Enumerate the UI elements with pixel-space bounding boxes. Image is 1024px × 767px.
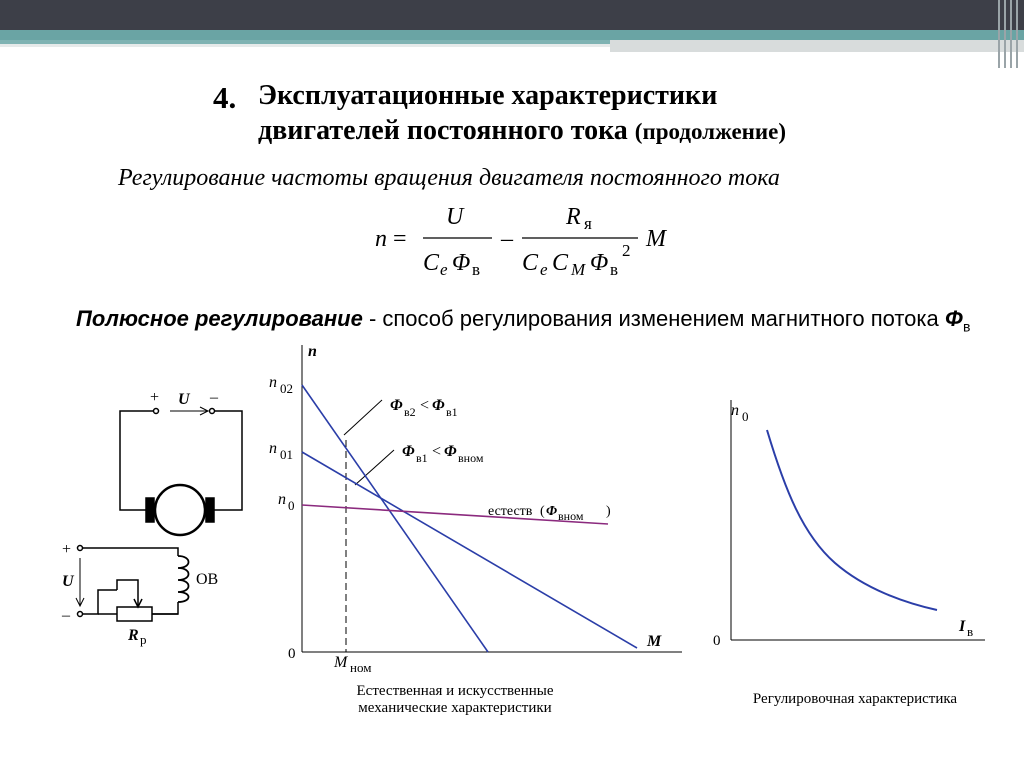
- formula-tail: M: [646, 226, 666, 252]
- formula-den2-sub2: M: [571, 260, 586, 279]
- formula-lhs: n: [375, 226, 387, 252]
- chart1-natural-paren-close: ): [606, 504, 611, 519]
- formula-num2: R: [566, 204, 581, 230]
- circuit-rp-label: R: [128, 627, 139, 644]
- accent-bar: [0, 30, 1024, 40]
- formula-den1-sub: e: [440, 260, 448, 279]
- mechanical-characteristics-chart: [262, 340, 692, 680]
- chart1-label-b-phi: Φ: [402, 443, 415, 460]
- formula-den2-c2: C: [552, 250, 569, 276]
- decorative-stripes: [994, 0, 1024, 68]
- chart1-mnom: M: [334, 654, 348, 671]
- chart1-n01: n: [269, 440, 277, 457]
- polar-phi: Φ: [944, 306, 963, 331]
- chart1-x-label: M: [647, 633, 662, 650]
- polar-phi-sub: в: [962, 318, 971, 335]
- formula-den1-phi: Φ: [452, 250, 471, 276]
- top-bar: [0, 0, 1024, 30]
- regulation-characteristic-chart: [705, 395, 995, 655]
- chart1-label-b-lt: <: [432, 443, 442, 460]
- chart1-label-a-rhs-sub: в1: [446, 405, 458, 419]
- chart2-x-label-sub: в: [967, 624, 974, 639]
- motor-circuit-diagram: [50, 380, 260, 650]
- chart1-label-a-sub: в2: [404, 405, 416, 419]
- polar-term: Полюсное регулирование: [76, 306, 363, 331]
- formula-equals: =: [393, 226, 407, 252]
- chart1-label-b-rhs: Φ: [444, 443, 457, 460]
- chart1-n0-sub: 0: [288, 498, 295, 513]
- subtitle: Регулирование частоты вращения двигателя постоянного тока: [118, 165, 780, 191]
- chart1-caption-line2: механические характеристики: [358, 700, 552, 716]
- chart1-label-a-rhs: Φ: [432, 397, 445, 414]
- circuit-plus-top: +: [150, 389, 160, 406]
- chart2-y-label-sub: 0: [742, 409, 749, 424]
- circuit-u-top: U: [178, 391, 190, 408]
- chart2-origin: 0: [713, 633, 721, 649]
- formula-den2-phisub: в: [610, 260, 619, 279]
- circuit-minus-left: –: [62, 607, 70, 624]
- slide-title-line2: [258, 115, 786, 147]
- chart1-n02-sub: 02: [280, 381, 293, 396]
- formula-num2-sub: я: [584, 214, 592, 233]
- formula-den2-c1: C: [522, 250, 539, 276]
- speed-formula: [370, 198, 690, 288]
- circuit-minus-top: –: [210, 389, 218, 406]
- formula-den1-c: C: [423, 250, 440, 276]
- chart1-origin: 0: [288, 646, 296, 662]
- formula-den1-phisub: в: [472, 260, 481, 279]
- chart1-line-phi1: [302, 452, 637, 648]
- formula-den2-phi: Φ: [590, 250, 609, 276]
- polar-regulation-definition: [76, 306, 970, 334]
- polar-rest: - способ регулирования изменением магнитного потока: [362, 306, 945, 331]
- chart1-label-a-lt: <: [420, 397, 430, 414]
- chart1-label-b-rhs-sub: вном: [458, 451, 484, 465]
- chart1-mnom-sub: ном: [350, 660, 372, 675]
- chart1-n02: n: [269, 374, 277, 391]
- chart1-caption: [340, 683, 570, 717]
- chart1-label-a-phi: Φ: [390, 397, 403, 414]
- chart1-natural-phi-sub: вном: [558, 509, 584, 523]
- chart1-line-phi2: [302, 385, 488, 652]
- circuit-plus-left: +: [62, 541, 72, 558]
- slide-number: 4.: [213, 80, 237, 115]
- chart1-leader-a: [344, 400, 382, 435]
- chart2-curve: [767, 430, 937, 610]
- formula-den2-sub1: e: [540, 260, 548, 279]
- formula-den2-sup: 2: [622, 241, 631, 260]
- chart2-caption: Регулировочная характеристика: [752, 691, 958, 707]
- grey-bar: [610, 40, 1024, 52]
- chart1-natural-label: естеств: [488, 504, 533, 519]
- formula-minus: –: [501, 226, 513, 252]
- chart1-y-label: n: [308, 343, 317, 360]
- circuit-ob-label: ОВ: [196, 571, 219, 588]
- chart1-caption-line1: Естественная и искусственные: [356, 683, 554, 699]
- circuit-u-left: U: [62, 573, 74, 590]
- slide-title-line1: Эксплуатационные характеристики: [258, 80, 718, 111]
- chart1-label-b-sub: в1: [416, 451, 428, 465]
- chart2-y-label: n: [731, 402, 739, 419]
- grey-bar-thin: [0, 44, 610, 47]
- chart2-x-label: I: [959, 618, 966, 635]
- chart1-natural-phi: Φ: [546, 504, 558, 519]
- formula-num1: U: [446, 204, 464, 230]
- chart1-n01-sub: 01: [280, 447, 293, 462]
- chart1-natural-paren-open: (: [540, 504, 545, 519]
- circuit-rp-sub: р: [140, 632, 147, 647]
- slide-title-suffix: (продолжение): [634, 119, 787, 144]
- slide-title-line2-text: двигателей постоянного тока: [258, 115, 628, 146]
- chart1-n0: n: [278, 491, 286, 508]
- chart1-leader-b: [355, 450, 394, 485]
